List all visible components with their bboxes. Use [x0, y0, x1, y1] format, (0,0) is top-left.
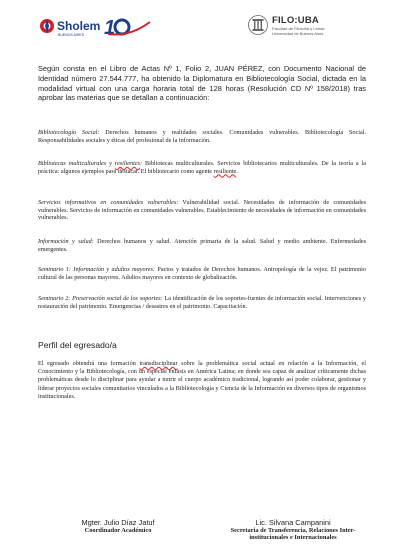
column-icon [248, 14, 268, 36]
subject-seminario-2: Seminario 2: Preservación social de los soportes: La identificación de los soportes-fuentes de información social. Intervenciones y restauración del patrimonio. Emergencias / desastres en el patrimonio. Capacitación. [38, 295, 366, 310]
filo-uba-logo [248, 14, 378, 40]
signature-role-cont: institucionales e Internacionales [249, 534, 337, 542]
signature-role: Secretaria de Transferencia, Relaciones Inter- [230, 527, 356, 534]
signature-coordinador [48, 518, 188, 534]
sholem-logo-text: Sholem [57, 19, 101, 33]
perfil-paragraph: El egresado obtendrá una formación transdisciplinar sobre la problemática social actual en relación a la Información, el Conocimiento y la Bibliotecología, con un especial énfasis en América Latina; en donde sea capaz de analizar críticamente dichas problemáticas desde lo disciplinar para ayudar a nutrir el cuerpo académico tradicional, logrando así poder colaborar, gestionar y liderar proyectos sociales comunitarios vinculados a la Bibliotecología y Ciencia de la Información en diversos tipos de organismos institucionales. [38, 360, 366, 400]
perfil-heading: Perfil del egresado/a [38, 340, 117, 350]
subject-servicios-informativos: Servicios informativos en comunidades vulnerables: Vulnerabilidad social. Necesidades de información de comunidades vulnerables. Servicios de información en comunidades vulnerables. Establecimiento de necesidades de información en comunidades vulnerables. [38, 199, 366, 222]
signature-name: Lic. Silvana Campanini [255, 518, 331, 527]
sholem-logo-tagline: BUENOS AIRES [58, 33, 85, 37]
subject-bibliotecas-multiculturales: Bibliotecas multiculturales y resilientes: Bibliotecas multiculturales. Servicios bibliotecarios multiculturales. De la teoría a la práctica: algunos ejemplos para destacar. El bibliotecario como agente resiliente. [38, 160, 366, 175]
filo-uba-subtitle: Facultad de Filosofía y Letras Universidad de Buenos Aires [272, 26, 325, 36]
signature-secretaria [208, 518, 378, 542]
subject-informacion-salud: Información y salud: Derechos humanos y salud. Atención primaria de la salud. Salud y medio ambiente. Enfermedades emergentes. [38, 238, 366, 253]
intro-paragraph: Según consta en el Libro de Actas Nº 1, Folio 2, JUAN PÉREZ, con Documento Nacional de Identidad número 27.544.777, ha obtenido la Diplomatura en Bibliotecología Social, dictada en la modalidad virtual con una carga horaria total de 128 horas (Resolución CD Nº 158/2018) tras aprobar las materias que se detallan a continuación: [38, 64, 366, 103]
signature-role: Coordinador Académico [84, 527, 152, 534]
sholem-logo-graphic [38, 14, 156, 38]
subject-bibliotecologia-social: Bibliotecología Social: Derechos humanos y realidades sociales. Comunidades vulnerables. Bibliotecología Social. Responsabilidades sociales y éticas del profesional de la información. [38, 129, 366, 144]
signature-name: Mgter. Julio Díaz Jatuf [81, 518, 155, 527]
sholem-logo [38, 14, 156, 38]
subject-seminario-1: Seminario 1: Información y adultos mayores: Pactos y tratados de Derechos humanos. Antropología de la vejez. El patrimonio cultural de las personas mayores. Adultos mayores en contexto de globalización. [38, 266, 366, 281]
svg-text:1: 1 [104, 17, 116, 38]
filo-uba-title: FILO:UBA [272, 15, 319, 26]
